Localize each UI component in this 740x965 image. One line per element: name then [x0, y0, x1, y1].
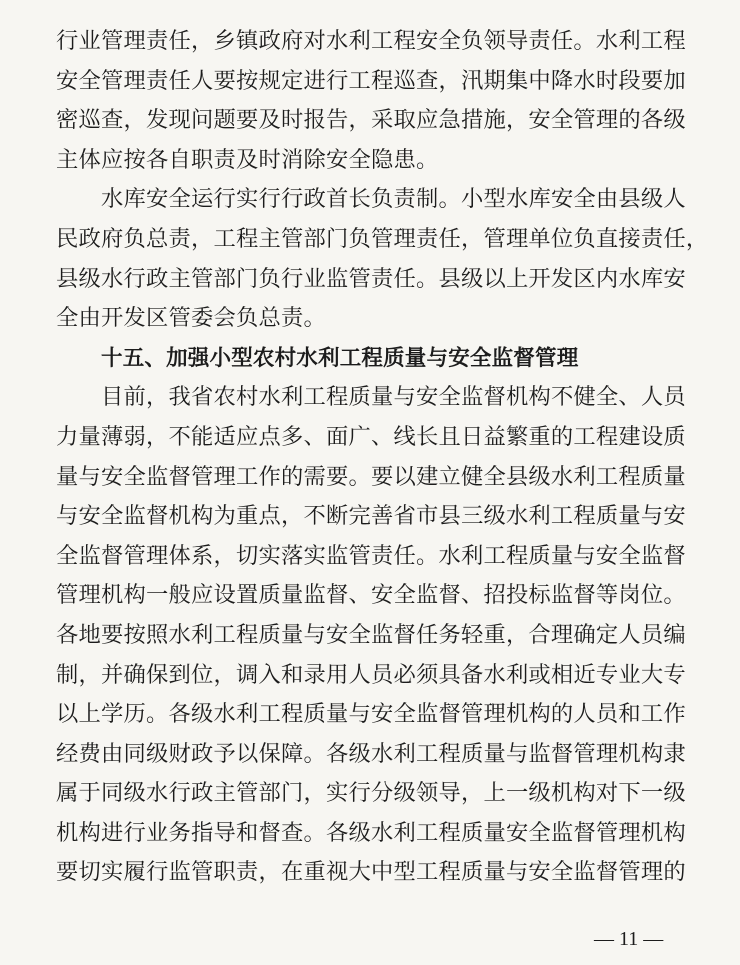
text-line: 以上学历。各级水利工程质量与安全监督管理机构的人员和工作 [56, 701, 686, 728]
body-text [56, 22, 709, 893]
text-line: 主体应按各自职责及时消除安全隐患。 [56, 146, 439, 173]
text-line: 密巡查，发现问题要及时报告，采取应急措施，安全管理的各级 [56, 107, 686, 134]
text-line: 水库安全运行实行行政首长负责制。小型水库安全由县级人 [101, 186, 686, 213]
page-number: — 11 — [594, 928, 664, 950]
text-line: 要切实履行监管职责，在重视大中型工程质量与安全监督管理的 [56, 859, 686, 886]
text-line: 力量薄弱，不能适应点多、面广、线长且日益繁重的工程建设质 [56, 423, 686, 450]
text-line: 经费由同级财政予以保障。各级水利工程质量与监督管理机构隶 [56, 740, 686, 767]
text-line: 制，并确保到位，调入和录用人员必须具备水利或相近专业大专 [56, 661, 686, 688]
text-line: 属于同级水行政主管部门，实行分级领导，上一级机构对下一级 [56, 780, 686, 807]
text-line: 行业管理责任，乡镇政府对水利工程安全负领导责任。水利工程 [56, 28, 686, 54]
text-line: 全由开发区管委会负总责。 [56, 305, 326, 332]
text-line: 安全管理责任人要按规定进行工程巡查，汛期集中降水时段要加 [56, 67, 686, 94]
text-line: 目前，我省农村水利工程质量与安全监督机构不健全、人员 [101, 384, 686, 411]
text-line: 管理机构一般应设置质量监督、安全监督、招投标监督等岗位。 [56, 582, 686, 609]
text-line: 县级水行政主管部门负行业监管责任。县级以上开发区内水库安 [56, 265, 686, 292]
text-line: 与安全监督机构为重点，不断完善省市县三级水利工程质量与安 [56, 503, 686, 530]
text-line: 机构进行业务指导和督查。各级水利工程质量安全监督管理机构 [56, 819, 686, 846]
text-line: 全监督管理体系，切实落实监管责任。水利工程质量与安全监督 [56, 542, 686, 569]
section-heading: 十五、加强小型农村水利工程质量与安全监督管理 [101, 345, 579, 371]
text-line: 民政府负总责，工程主管部门负管理责任，管理单位负直接责任， [56, 225, 709, 252]
text-line: 各地要按照水利工程质量与安全监督任务轻重，合理确定人员编 [56, 621, 686, 648]
text-line: 量与安全监督管理工作的需要。要以建立健全县级水利工程质量 [56, 463, 686, 490]
